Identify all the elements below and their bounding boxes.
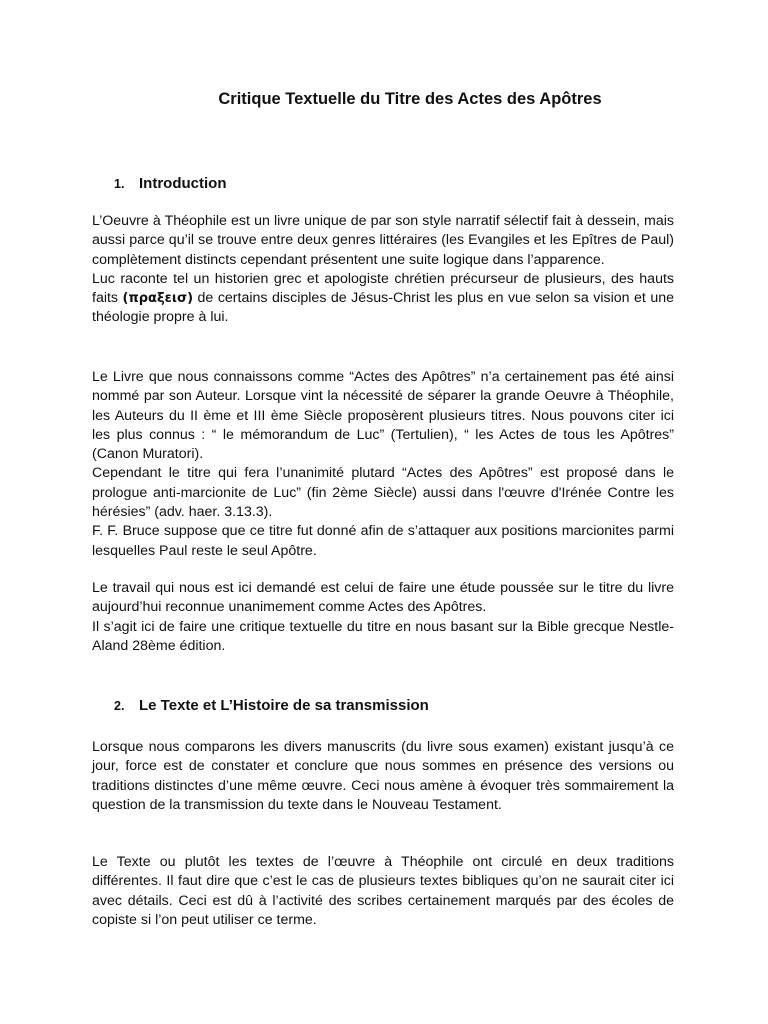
paragraph: L’Oeuvre à Théophile est un livre unique de par son style narratif sélectif fait à dessein, mais aussi parce qu’il se trouve entre deux genres littéraires (les Evangiles et les Epîtres de Paul) complètement distincts cependant présentent une suite logique dans l’apparence. <box>92 213 674 268</box>
section-1-number: 1. <box>114 177 125 191</box>
section-1-block-c <box>92 579 674 656</box>
paragraph <box>92 270 674 328</box>
paragraph: Il s’agit ici de faire une critique textuelle du titre en nous basant sur la Bible grecque Nestle-Aland 28ème édition. <box>92 618 674 654</box>
section-2-number: 2. <box>114 699 125 713</box>
section-2-block-b <box>92 853 674 930</box>
section-1-heading <box>114 174 226 194</box>
paragraph: Lorsque nous comparons les divers manuscrits (du livre sous examen) existant jusqu’à ce jour, force est de constater et conclure que nous sommes en présence des versions ou traditions distinctes d’une même œuvre. Ceci nous amène à évoquer très sommairement la question de la transmission du texte dans le Nouveau Testament. <box>92 739 674 813</box>
section-1-block-b <box>92 368 674 561</box>
greek-term: (πραξεισ) <box>122 291 194 307</box>
paragraph: Le Texte ou plutôt les textes de l’œuvre à Théophile ont circulé en deux traditions différentes. Il faut dire que c’est le cas de plusieurs textes bibliques qu’on ne saurait citer ici avec détails. Ceci est dû à l’activité des scribes certainement marqués par des écoles de copiste si l’on peut utiliser ce terme. <box>92 854 674 928</box>
section-2-block-a <box>92 738 674 815</box>
paragraph-text: Luc raconte tel un historien grec et apologiste chrétien précurseur de plusieurs, des hauts faits <box>92 270 674 307</box>
section-2-title: Le Texte et L’Histoire de sa transmission <box>139 697 429 714</box>
document-title: Critique Textuelle du Titre des Actes des Apôtres <box>218 90 602 108</box>
paragraph: F. F. Bruce suppose que ce titre fut donné afin de s’attaquer aux positions marcionites parmi lesquelles Paul reste le seul Apôtre. <box>92 523 674 559</box>
paragraph: Le Livre que nous connaissons comme “Actes des Apôtres” n’a certainement pas été ainsi nommé par son Auteur. Lorsque vint la nécessité de séparer la grande Oeuvre à Théophile, les Auteurs du II ème et III ème Siècle proposèrent plusieurs titres. Nous pouvons citer ici les plus connus : “ le mémorandum de Luc” (Tertulien), “ les Actes de tous les Apôtres” (Canon Muratori). <box>92 369 674 463</box>
paragraph-text: de certains disciples de Jésus-Christ les plus en vue selon sa vision et une théologie propre à lui. <box>92 290 674 326</box>
paragraph: Cependant le titre qui fera l’unanimité plutard “Actes des Apôtres” est proposé dans le prologue anti-marcionite de Luc” (fin 2ème Siècle) aussi dans l'œuvre d'Irénée Contre les hérésies” (adv. haer. 3.13.3). <box>92 465 674 521</box>
section-2-heading <box>114 696 429 716</box>
section-1-block-a <box>92 212 674 328</box>
section-1-title: Introduction <box>139 175 227 192</box>
paragraph: Le travail qui nous est ici demandé est celui de faire une étude poussée sur le titre du livre aujourd’hui reconnue unanimement comme Actes des Apôtres. <box>92 580 674 616</box>
